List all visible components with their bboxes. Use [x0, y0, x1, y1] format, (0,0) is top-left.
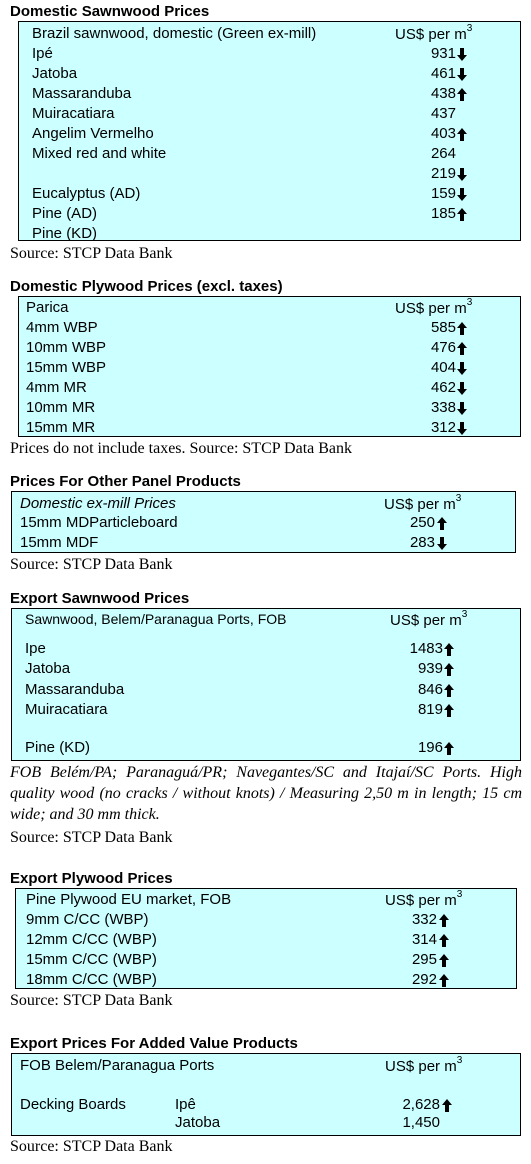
row-value: 2,628 — [402, 1096, 440, 1113]
table-row — [12, 514, 515, 534]
header-label: Brazil sawnwood, domestic (Green ex-mill) — [32, 25, 317, 42]
source-note: Source: STCP Data Bank — [10, 1138, 173, 1155]
export-plywood-table — [15, 888, 517, 989]
arrow-down-icon — [457, 48, 467, 62]
section-title-other-panel: Prices For Other Panel Products — [10, 473, 241, 490]
arrow-up-icon — [457, 208, 467, 222]
row-value: 185 — [430, 205, 456, 222]
row-value: 338 — [430, 399, 456, 416]
row-label: 12mm C/CC (WBP) — [26, 931, 157, 948]
arrow-up-icon — [444, 704, 454, 718]
section-title-export-plywood: Export Plywood Prices — [10, 870, 173, 887]
section-title-export-sawnwood: Export Sawnwood Prices — [10, 590, 190, 607]
section-title-domestic-plywood: Domestic Plywood Prices (excl. taxes) — [10, 278, 283, 295]
arrow-up-icon — [457, 342, 467, 356]
row-label: 15mm WBP — [26, 359, 107, 376]
table-row — [19, 359, 520, 379]
row-label: 15mm C/CC (WBP) — [26, 951, 157, 968]
row-value: 1,450 — [402, 1114, 440, 1131]
table-row — [19, 125, 520, 145]
unit-label: US$ per $m^3$ — [395, 297, 473, 317]
arrow-up-icon — [444, 663, 454, 677]
row-label: 15mm MDParticleboard — [20, 514, 178, 531]
table-row — [16, 931, 516, 951]
table-row — [19, 65, 520, 85]
row-label: Jatoba — [25, 660, 71, 678]
row-label: 4mm WBP — [26, 319, 98, 336]
row-label: Muiracatiara — [25, 700, 108, 718]
table-header — [12, 495, 515, 515]
source-note: Source: STCP Data Bank — [10, 245, 173, 262]
unit-label: US$ per $m^3$ — [395, 23, 473, 43]
table-row — [12, 739, 520, 759]
row-value: 283 — [409, 534, 435, 551]
arrow-up-icon — [457, 322, 467, 336]
export-sawnwood-table — [11, 608, 521, 761]
row-value: 931 — [430, 45, 456, 62]
arrow-up-icon — [439, 954, 449, 968]
row-label: Pine (AD) — [32, 205, 98, 222]
unit-label: US$ per $m^3$ — [385, 1055, 463, 1075]
row-label: Mixed red and white — [32, 145, 167, 162]
row-value: 462 — [430, 379, 456, 396]
row-label: Jatoba — [32, 65, 78, 82]
row-label: Angelim Vermelho — [32, 125, 154, 142]
table-header — [12, 611, 520, 631]
table-row — [12, 534, 515, 554]
row-sublabel: Ipê — [175, 1096, 196, 1113]
row-label: 15mm MR — [26, 419, 96, 436]
arrow-down-icon — [457, 422, 467, 436]
row-value: 846 — [417, 680, 443, 698]
row-label: Ipé — [32, 45, 53, 62]
row-label: Ipe — [25, 640, 46, 657]
row-label: 4mm MR — [26, 379, 87, 396]
table-row — [19, 105, 520, 125]
arrow-up-icon — [439, 914, 449, 928]
row-value: 585 — [430, 319, 456, 336]
row-value: 939 — [417, 660, 443, 678]
fob-footnote: FOB Belém/PA; Paranaguá/PR; Navegantes/SC and Itajaí/SC Ports. High quality wood (no cracks / without knots) / Measuring 2,50 m in length; 15 cm wide; and 30 mm thick. — [10, 764, 522, 823]
row-label: 10mm MR — [26, 399, 96, 416]
arrow-up-icon — [439, 974, 449, 988]
table-row — [19, 85, 520, 105]
row-value: 219 — [430, 165, 456, 182]
arrow-down-icon — [457, 402, 467, 416]
row-value: 292 — [411, 971, 437, 988]
row-label: Pine (KD) — [25, 739, 91, 757]
arrow-up-icon — [444, 643, 454, 657]
table-row — [19, 205, 520, 225]
row-value: 437 — [430, 105, 456, 122]
row-value: 819 — [417, 700, 443, 718]
row-label: Decking Boards — [20, 1096, 126, 1113]
row-value: 404 — [430, 359, 456, 376]
table-row — [19, 225, 520, 245]
row-value: 196 — [417, 739, 443, 757]
row-value: 314 — [411, 931, 437, 948]
added-value-table — [11, 1053, 521, 1136]
table-row — [16, 951, 516, 971]
unit-label: US$ per $m^3$ — [385, 889, 463, 909]
section-title-domestic-sawnwood: Domestic Sawnwood Prices — [10, 3, 210, 20]
row-label: Muiracatiara — [32, 105, 115, 122]
table-row — [19, 165, 520, 185]
table-row — [19, 399, 520, 419]
row-value: 250 — [409, 514, 435, 531]
source-note: Source: STCP Data Bank — [10, 556, 173, 573]
row-label: Massaranduba — [25, 680, 125, 698]
row-value: 312 — [430, 419, 456, 436]
arrow-down-icon — [437, 537, 447, 551]
table-row — [19, 339, 520, 359]
row-value: 159 — [430, 185, 456, 202]
source-note: Source: STCP Data Bank — [10, 992, 173, 1009]
table-row — [12, 1114, 520, 1134]
table-header — [19, 299, 520, 319]
arrow-down-icon — [457, 362, 467, 376]
row-label: 10mm WBP — [26, 339, 107, 356]
row-label: 9mm C/CC (WBP) — [26, 911, 149, 928]
arrow-up-icon — [437, 517, 447, 531]
table-row — [12, 1096, 520, 1116]
header-label: FOB Belem/Paranagua Ports — [20, 1057, 215, 1074]
row-value: 332 — [411, 911, 437, 928]
header-label: Sawnwood, Belem/Paranagua Ports, FOB — [25, 611, 287, 627]
domestic-sawnwood-table — [18, 21, 521, 241]
arrow-up-icon — [439, 934, 449, 948]
table-row — [19, 319, 520, 339]
table-row — [16, 911, 516, 931]
table-header — [19, 25, 520, 45]
arrow-down-icon — [457, 382, 467, 396]
other-panel-table — [11, 491, 516, 553]
unit-label: US$ per $m^3$ — [390, 609, 468, 629]
arrow-down-icon — [457, 188, 467, 202]
row-label: Pine (KD) — [32, 225, 98, 242]
row-value: 1483 — [409, 640, 443, 657]
section-title-added-value: Export Prices For Added Value Products — [10, 1035, 298, 1052]
table-row — [19, 185, 520, 205]
table-header — [16, 891, 516, 911]
arrow-up-icon — [457, 128, 467, 142]
source-note: Prices do not include taxes. Source: STCP Data Bank — [10, 440, 353, 457]
table-row — [12, 701, 520, 721]
table-row — [12, 640, 520, 660]
table-row — [19, 379, 520, 399]
row-label: Massaranduba — [32, 85, 132, 102]
source-note: Source: STCP Data Bank — [10, 829, 173, 846]
unit-label: US$ per $m^3$ — [384, 493, 462, 513]
header-label: Domestic ex-mill Prices — [20, 495, 176, 512]
arrow-up-icon — [457, 88, 467, 102]
arrow-down-icon — [457, 68, 467, 82]
row-value: 461 — [430, 65, 456, 82]
arrow-down-icon — [457, 168, 467, 182]
row-sublabel: Jatoba — [175, 1114, 221, 1131]
domestic-plywood-table — [18, 296, 521, 437]
row-value: 438 — [430, 85, 456, 102]
table-row — [19, 145, 520, 165]
table-row — [12, 681, 520, 701]
arrow-up-icon — [444, 684, 454, 698]
table-row — [16, 971, 516, 991]
arrow-up-icon — [444, 742, 454, 756]
table-row — [19, 419, 520, 439]
row-value: 264 — [430, 145, 456, 162]
table-row — [19, 45, 520, 65]
table-header — [12, 1057, 520, 1077]
table-row — [12, 660, 520, 680]
row-value: 476 — [430, 339, 456, 356]
row-label: 18mm C/CC (WBP) — [26, 971, 157, 988]
row-label: 15mm MDF — [20, 534, 99, 551]
header-label: Pine Plywood EU market, FOB — [26, 891, 232, 908]
row-label: Eucalyptus (AD) — [32, 185, 141, 202]
header-label: Parica — [26, 299, 69, 316]
row-value: 295 — [411, 951, 437, 968]
arrow-up-icon — [442, 1099, 452, 1113]
row-value: 403 — [430, 125, 456, 142]
